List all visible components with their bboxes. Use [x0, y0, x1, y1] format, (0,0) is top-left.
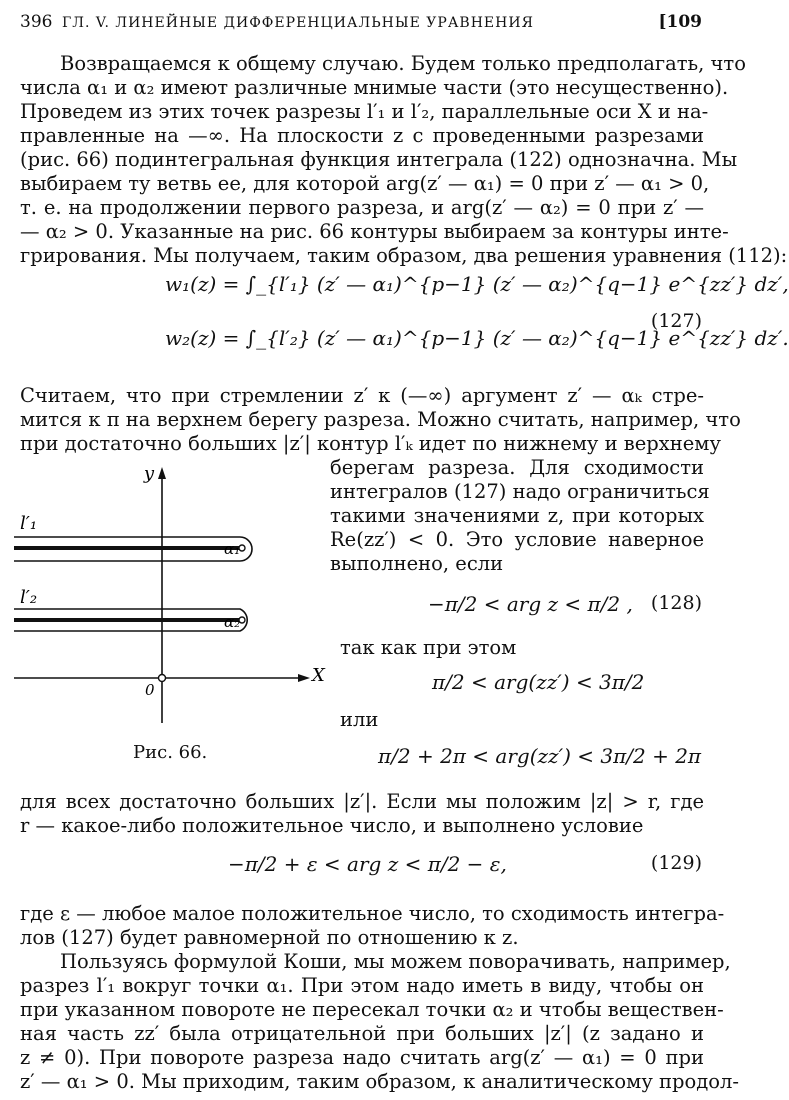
label-y: y [143, 463, 154, 484]
text-line: т. е. на продолжении первого разреза, и arg(z′ — α₂) = 0 при z′ — [20, 196, 704, 219]
text-line: грирования. Мы получаем, таким образом, два решения уравнения (112): [20, 244, 788, 267]
text-line: Re(zz′) < 0. Это условие наверное [330, 528, 704, 551]
text-line: при указанном повороте не пересекал точки α₂ и чтобы веществен- [20, 998, 724, 1021]
label-alpha1: α₁ [224, 540, 241, 558]
text-line: для всех достаточно больших |z′|. Если мы положим |z| > r, где [20, 790, 704, 813]
text-line: или [340, 708, 379, 731]
equation-number-127: (127) [650, 310, 702, 332]
text-line: так как при этом [340, 636, 517, 659]
origin-point [159, 675, 166, 682]
text-line: числа α₁ и α₂ имеют различные мнимые части (это несущественно). [20, 76, 729, 99]
text-line: z ≠ 0). При повороте разреза надо считать arg(z′ — α₁) = 0 при [20, 1046, 704, 1069]
text-line: где ε — любое малое положительное число, то сходимость интегра- [20, 902, 725, 925]
text-line: при достаточно больших |z′| контур l′ₖ идет по нижнему и верхнему [20, 432, 721, 455]
text-line: лов (127) будет равномерной по отношению к z. [20, 926, 519, 949]
label-x: X [312, 665, 325, 686]
text-line: выбираем ту ветвь ее, для которой arg(z′ — α₁) = 0 при z′ — α₁ > 0, [20, 172, 710, 195]
text-line: Возвращаемся к общему случаю. Будем только предполагать, что [60, 52, 746, 75]
equation-127-line1: w₁(z) = ∫_{l′₁} (z′ — α₁)^{p−1} (z′ — α₂)^{q−1} e^{zz′} dz′, [165, 272, 789, 296]
text-line: — α₂ > 0. Указанные на рис. 66 контуры выбираем за контуры инте- [20, 220, 729, 243]
label-alpha2: α₂ [224, 613, 241, 631]
running-head: ГЛ. V. ЛИНЕЙНЫЕ ДИФФЕРЕНЦИАЛЬНЫЕ УРАВНЕНИЯ [62, 15, 534, 31]
inequality-1: π/2 < arg(zz′) < 3π/2 [432, 670, 645, 694]
text-line: выполнено, если [330, 552, 504, 575]
text-line: правленные на —∞. На плоскости z с проведенными разрезами [20, 124, 704, 147]
figure-caption: Рис. 66. [133, 742, 208, 763]
figure-66 [14, 455, 330, 725]
label-l2: l′₂ [20, 587, 38, 608]
x-axis-arrow-icon [298, 674, 310, 682]
section-number: [109 [658, 12, 702, 32]
text-line: Считаем, что при стремлении z′ к (—∞) аргумент z′ — αₖ стре- [20, 384, 704, 407]
y-axis-arrow-icon [158, 467, 166, 479]
label-l1: l′₁ [20, 513, 38, 534]
page-number: 396 [20, 12, 53, 32]
text-line: Пользуясь формулой Коши, мы можем поворачивать, например, [60, 950, 731, 973]
inequality-2: π/2 + 2π < arg(zz′) < 3π/2 + 2π [378, 744, 702, 768]
label-origin: 0 [145, 681, 155, 699]
text-line: интегралов (127) надо ограничиться [330, 480, 710, 503]
text-line: r — какое-либо положительное число, и выполнено условие [20, 814, 644, 837]
equation-127-line2: w₂(z) = ∫_{l′₂} (z′ — α₁)^{p−1} (z′ — α₂)^{q−1} e^{zz′} dz′. [165, 326, 789, 350]
equation-129: −π/2 + ε < arg z < π/2 − ε, [228, 852, 507, 876]
text-line: берегам разреза. Для сходимости [330, 456, 704, 479]
text-line: (рис. 66) подинтегральная функция интеграла (122) однозначна. Мы [20, 148, 738, 171]
text-line: Проведем из этих точек разрезы l′₁ и l′₂, параллельные оси X и на- [20, 100, 709, 123]
text-line: z′ — α₁ > 0. Мы приходим, таким образом, к аналитическому продол- [20, 1070, 739, 1093]
text-line: разрез l′₁ вокруг точки α₁. При этом надо иметь в виду, чтобы он [20, 974, 704, 997]
equation-128: −π/2 < arg z < π/2 , [428, 592, 633, 616]
text-line: такими значениями z, при которых [330, 504, 704, 527]
text-line: мится к π на верхнем берегу разреза. Можно считать, например, что [20, 408, 741, 431]
equation-number-129: (129) [650, 852, 702, 874]
equation-number-128: (128) [650, 592, 702, 614]
text-line: ная часть zz′ была отрицательной при больших |z′| (z задано и [20, 1022, 704, 1045]
